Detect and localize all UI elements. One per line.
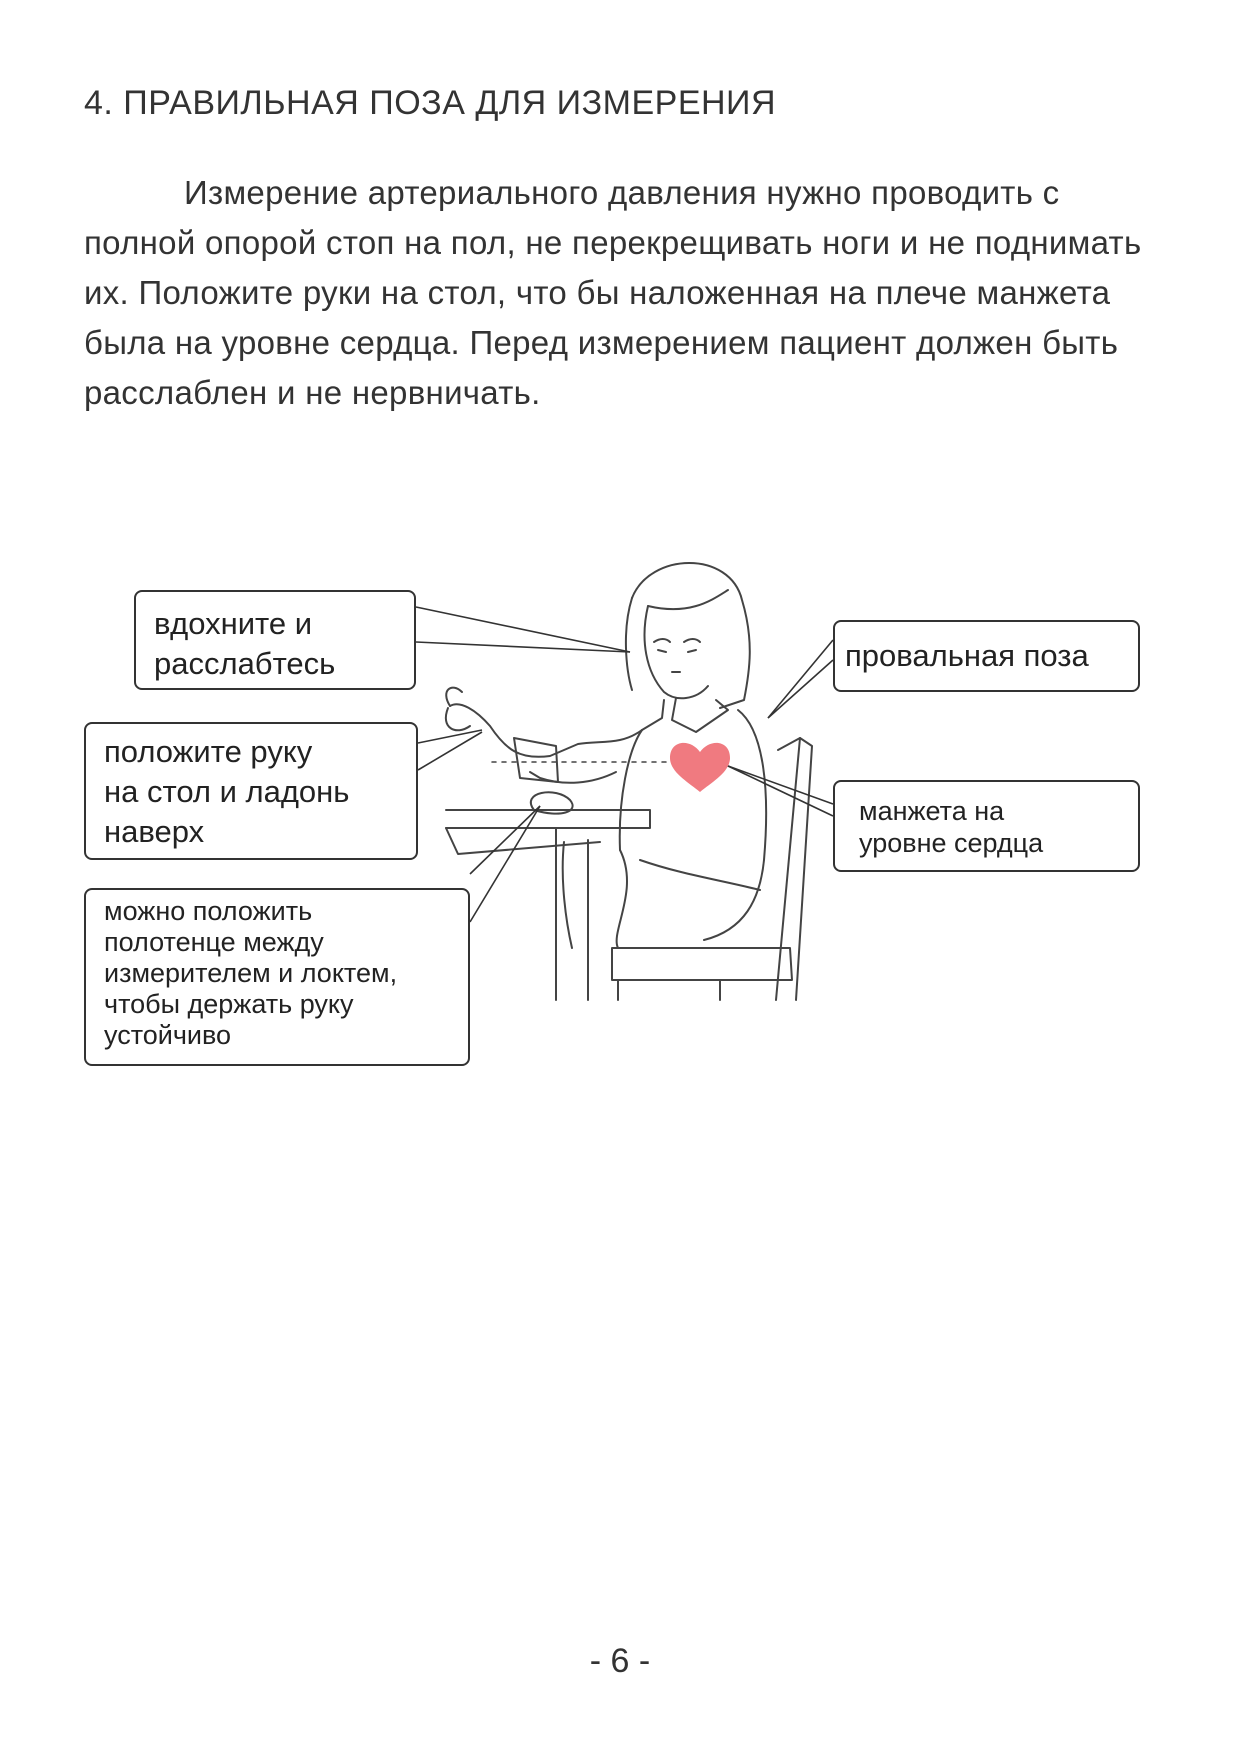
hair	[632, 563, 750, 708]
callout-cuff-heart-level-text: манжета на уровне сердца	[859, 796, 1044, 858]
callout-hand-on-table	[84, 722, 418, 860]
page-number: - 6 -	[589, 1642, 651, 1680]
instruction-paragraph: Измерение артериального давления нужно проводить с полной опорой стоп на пол, не перекрещивать ноги и не поднимать их. Положите руки на стол, что бы наложенная на плече манжета была на уровне сердца. Перед измерением пациент должен быть расслаблен и не нервничать.	[84, 174, 1142, 411]
hand	[446, 688, 462, 706]
callout-posture-text: провальная поза	[845, 638, 1089, 673]
chair-back	[778, 738, 812, 1000]
callout-posture	[833, 620, 1140, 692]
face	[645, 606, 708, 698]
chair-seat	[612, 948, 792, 980]
callout-breathe-relax-text: вдохните и расслабтесь	[154, 606, 336, 681]
callout-towel-text: можно положить полотенце между измерителем и локтем, чтобы держать руку устойчиво	[104, 896, 398, 1050]
heart-icon	[670, 743, 730, 792]
section-heading: 4. ПРАВИЛЬНАЯ ПОЗА ДЛЯ ИЗМЕРЕНИЯ	[84, 84, 777, 122]
callout-towel	[84, 888, 470, 1066]
callout-cuff-heart-level	[833, 780, 1140, 872]
callout-hand-on-table-text: положите руку на стол и ладонь наверх	[104, 734, 350, 849]
callout-breathe-relax	[134, 590, 416, 690]
